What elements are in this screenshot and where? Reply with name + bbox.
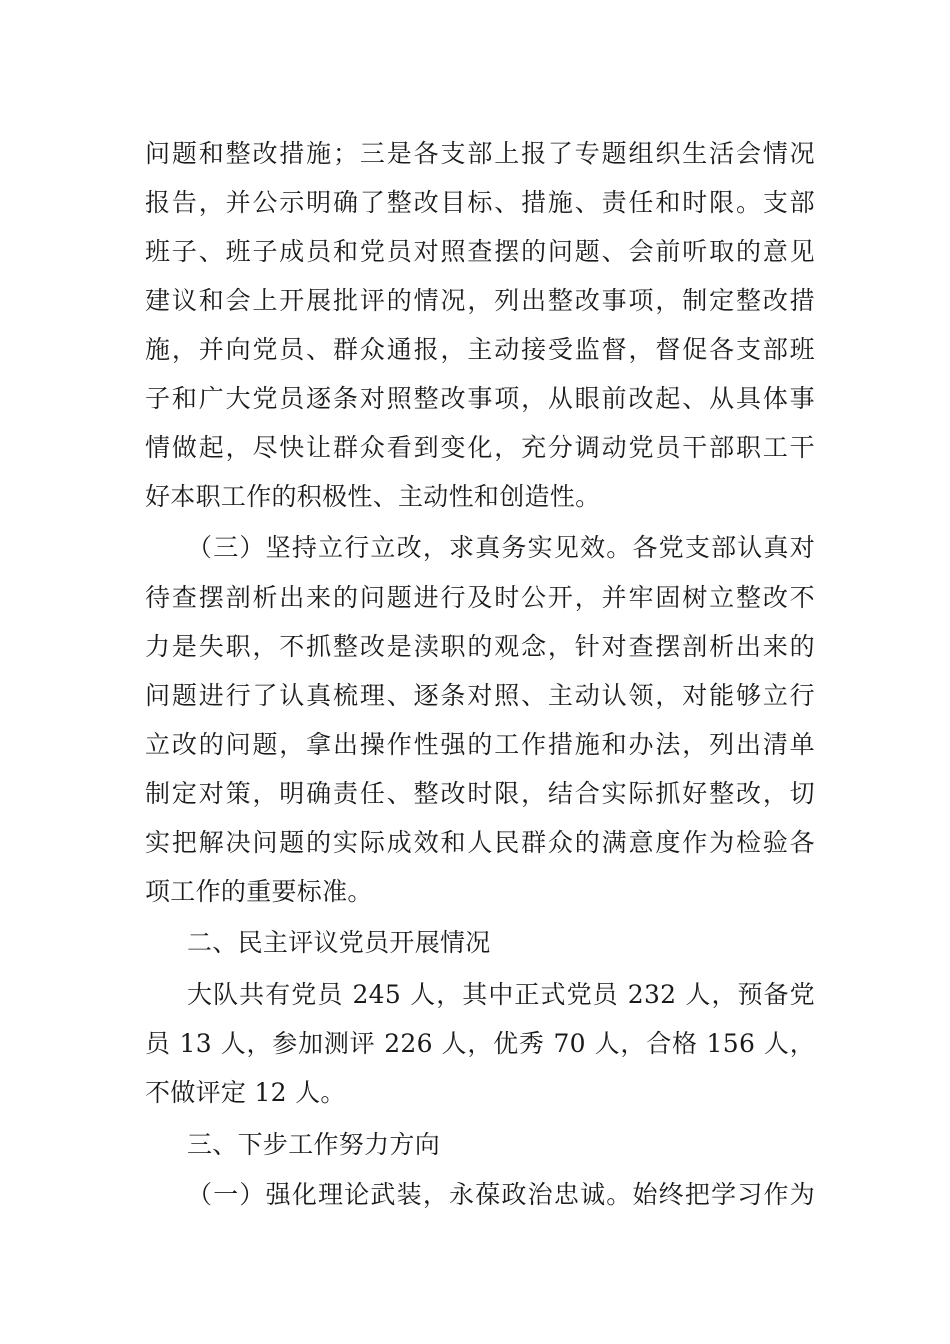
paragraph-line: 待查摆剖析出来的问题进行及时公开，并牢固树立整改不 — [145, 583, 815, 612]
section-heading: 三、下步工作努力方向 — [187, 1130, 441, 1159]
section-heading: 二、民主评议党员开展情况 — [187, 928, 491, 957]
paragraph-line: 报告，并公示明确了整改目标、措施、责任和时限。支部 — [145, 188, 815, 217]
paragraph-line: 建议和会上开展批评的情况，列出整改事项，制定整改措 — [145, 286, 815, 315]
paragraph-line: 不做评定 12 人。 — [145, 1078, 346, 1107]
section-heading-line: （三）坚持立行立改，求真务实见效。各党支部认真对 — [187, 533, 815, 562]
paragraph-line: 班子、班子成员和党员对照查摆的问题、会前听取的意见 — [145, 237, 815, 266]
paragraph-line: 施，并向党员、群众通报，主动接受监督，督促各支部班 — [145, 335, 815, 364]
paragraph-line: 子和广大党员逐条对照整改事项，从眼前改起、从具体事 — [145, 384, 815, 413]
paragraph-line: 大队共有党员 245 人，其中正式党员 232 人，预备党 — [187, 980, 815, 1009]
paragraph-line: 制定对策，明确责任、整改时限，结合实际抓好整改，切 — [145, 779, 815, 808]
paragraph-line: 立改的问题，拿出操作性强的工作措施和办法，列出清单 — [145, 730, 815, 759]
paragraph-line: 好本职工作的积极性、主动性和创造性。 — [145, 482, 601, 511]
paragraph-line: 问题进行了认真梳理、逐条对照、主动认领，对能够立行 — [145, 681, 815, 710]
paragraph-line: 情做起，尽快让群众看到变化，充分调动党员干部职工干 — [145, 433, 815, 462]
subsection-heading-line: （一）强化理论武装，永葆政治忠诚。始终把学习作为 — [187, 1180, 815, 1209]
paragraph-line: 项工作的重要标准。 — [145, 877, 373, 906]
paragraph-line: 问题和整改措施；三是各支部上报了专题组织生活会情况 — [145, 139, 815, 168]
paragraph-line: 力是失职，不抓整改是渎职的观念，针对查摆剖析出来的 — [145, 632, 815, 661]
paragraph-line: 员 13 人，参加测评 226 人，优秀 70 人，合格 156 人， — [145, 1029, 815, 1058]
paragraph-line: 实把解决问题的实际成效和人民群众的满意度作为检验各 — [145, 828, 815, 857]
